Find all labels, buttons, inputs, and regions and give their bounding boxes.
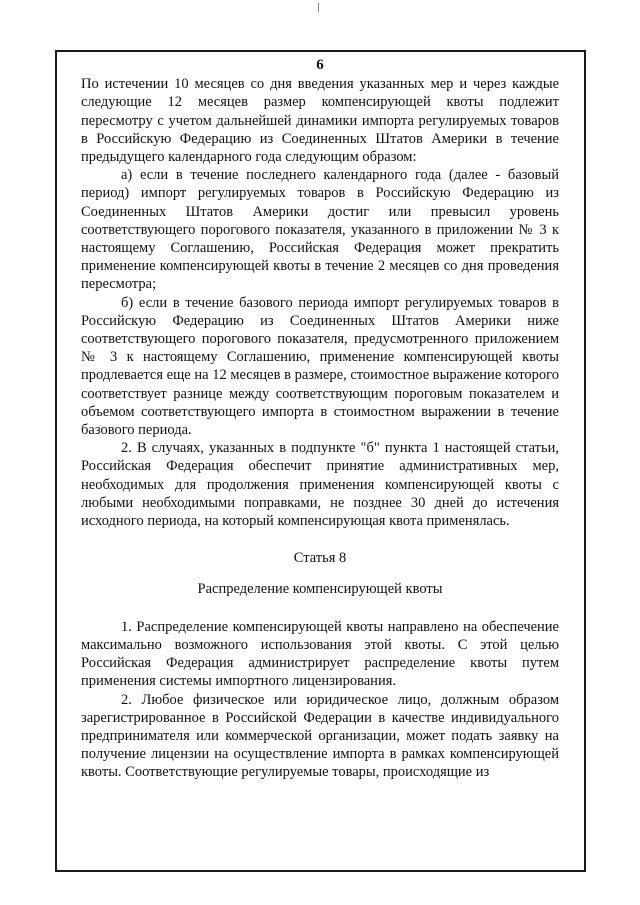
paragraph-subpoint-a: а) если в течение последнего календарного года (далее - базовый период) импорт регулируемых товаров в Российскую Федерацию из Соединенных Штатов Америки достиг или превысил уровень соответствующего порогового показателя, указанного в приложении № 3 к настоящему Соглашению, Российская Федерация может прекратить применение компенсирующей квоты в течение 2 месяцев со дня проведения пересмотра;	[81, 167, 559, 293]
article-number: Статья 8	[293, 550, 347, 567]
paragraph-point-2: 2. В случаях, указанных в подпункте "б" пункта 1 настоящей статьи, Российская Федерация обеспечит принятие административных мер, необходимых для продолжения применения компенсирующей квоты с любыми необходимыми поправками, не позднее 30 дней до истечения исходного периода, на который компенсирующая квота применялась.	[81, 440, 559, 530]
page-content	[81, 56, 559, 782]
article-title: Распределение компенсирующей квоты	[197, 581, 443, 598]
paragraph-subpoint-b: б) если в течение базового периода импорт регулируемых товаров в Российскую Федерацию из Соединенных Штатов Америки ниже соответствующего порогового показателя, предусмотренного приложением № 3 к настоящему Соглашению, применение компенсирующей квоты продлевается еще на 12 месяцев в размере, стоимостное выражение которого соответствует разнице между соответствующим пороговым показателем и объемом соответствующего импорта в стоимостном выражении в течение базового периода.	[81, 294, 559, 439]
paragraph-review-intro: По истечении 10 месяцев со дня введения указанных мер и через каждые следующие 12 месяцев размер компенсирующей квоты подлежит пересмотру с учетом дальнейшей динамики импорта регулируемых товаров в Российскую Федерацию из Соединенных Штатов Америки в течение предыдущего календарного года следующим образом:	[81, 76, 559, 166]
scan-mark	[318, 3, 319, 12]
paragraph-distribution-1: 1. Распределение компенсирующей квоты направлено на обеспечение максимально возможного использования этой квоты. С этой целью Российская Федерация администрирует распределение квоты путем применения системы импортного лицензирования.	[81, 618, 559, 690]
paragraph-distribution-2: 2. Любое физическое или юридическое лицо, должным образом зарегистрированное в Российской Федерации в качестве индивидуального предпринимателя или коммерческой организации, может подать заявку на получение лицензии на осуществление импорта в рамках компенсирующей квоты. Соответствующие регулируемые товары, происходящие из	[81, 691, 559, 781]
page-number: 6	[316, 57, 324, 73]
